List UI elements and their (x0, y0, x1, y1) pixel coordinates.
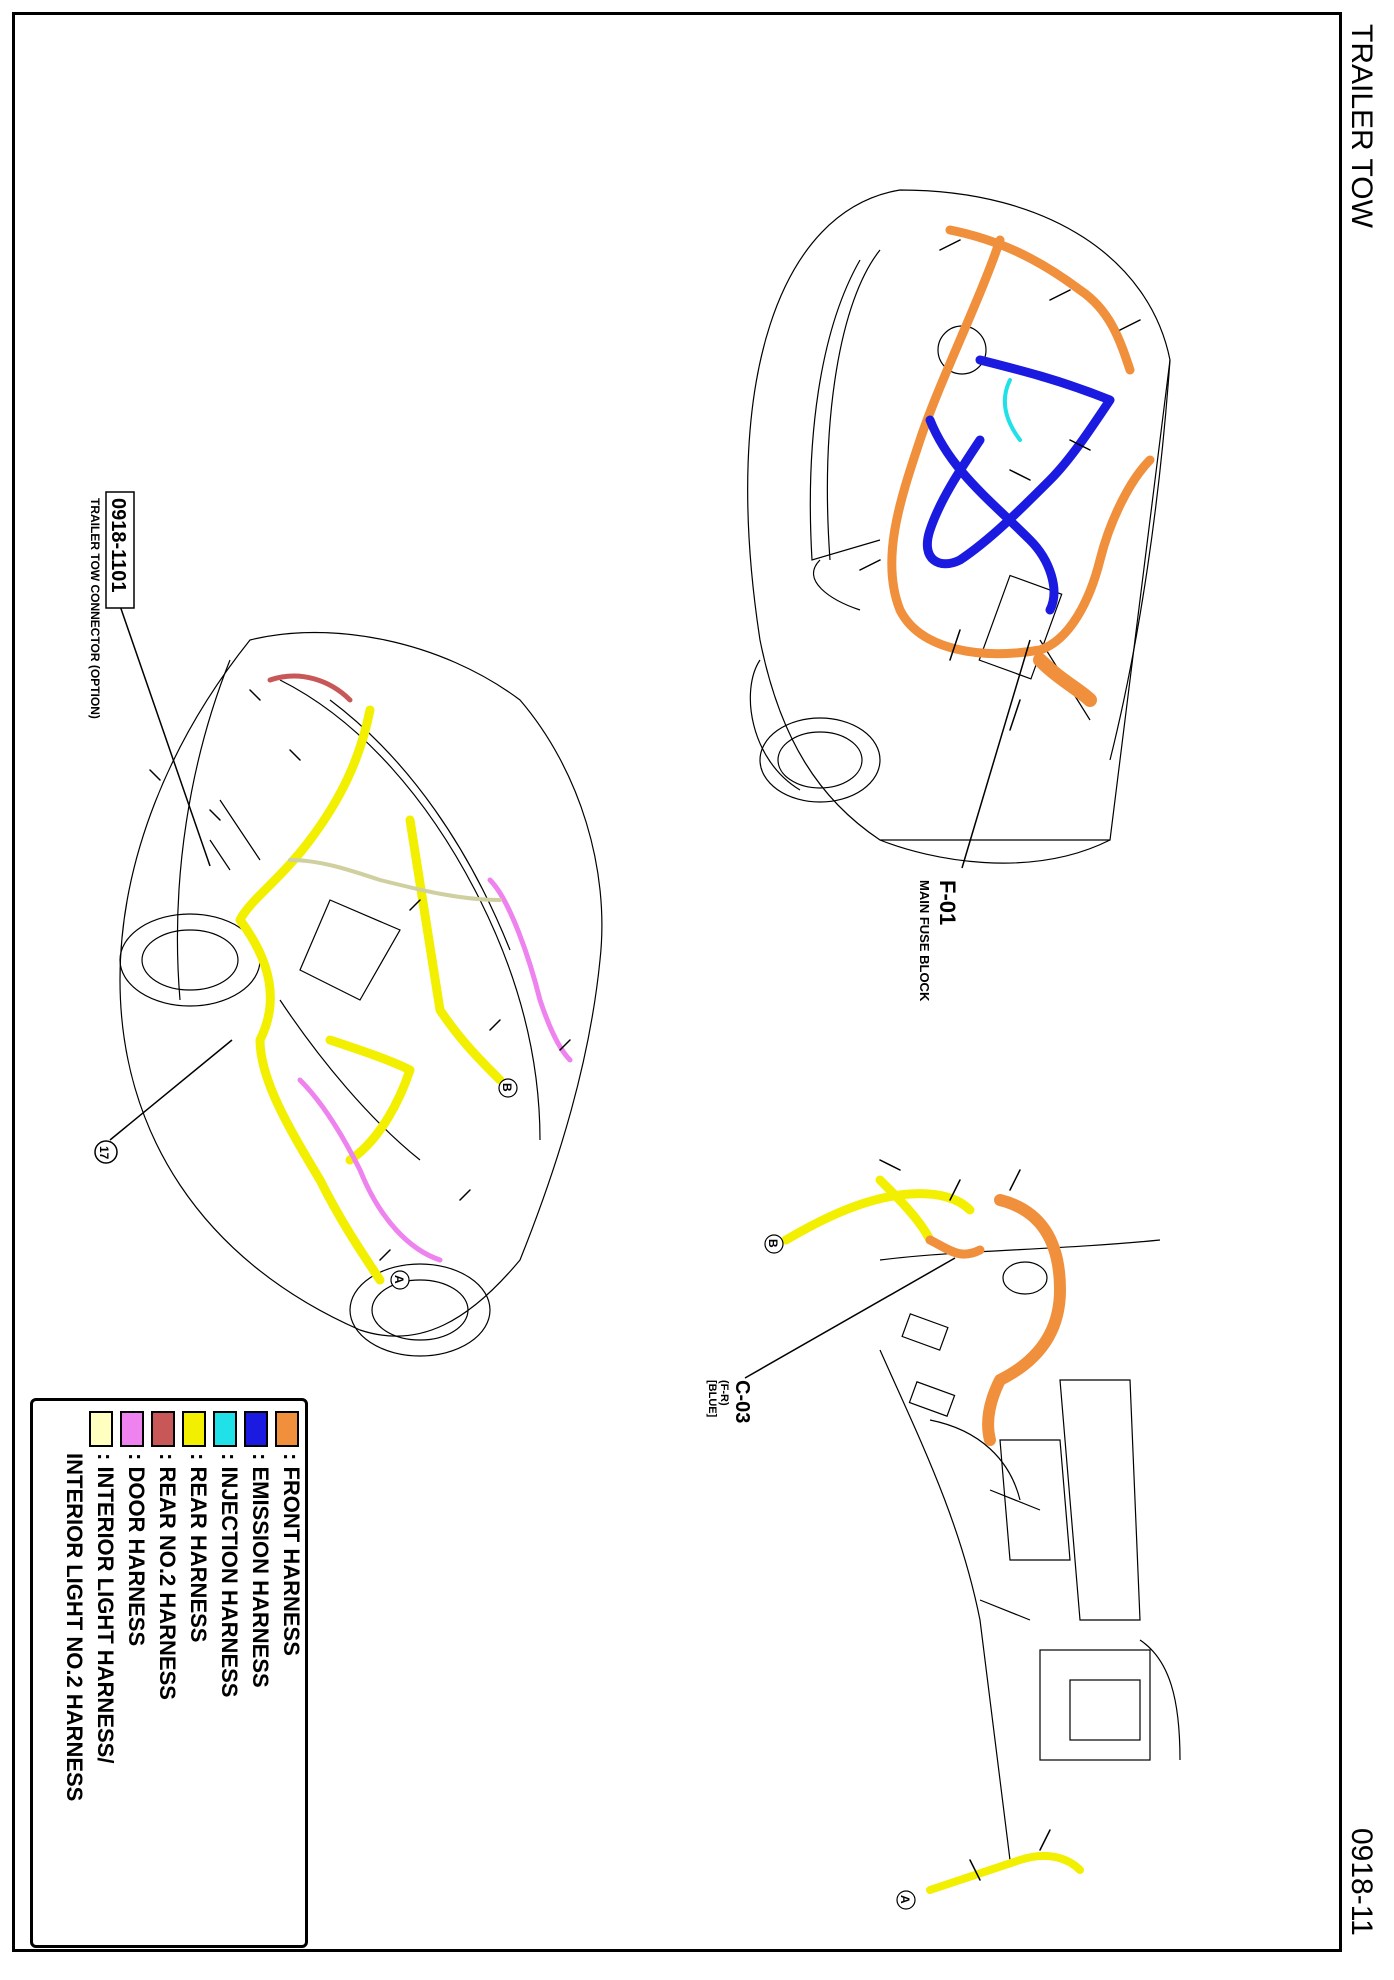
front-harness-run (930, 1240, 980, 1254)
connector-pigtails (880, 1160, 1050, 1880)
main-fuse-block-label: MAIN FUSE BLOCK (917, 880, 932, 1002)
legend-swatch-spacer (58, 1411, 82, 1447)
dashboard-harnesses (786, 1160, 1080, 1890)
front-harness-run (1040, 660, 1090, 700)
legend-label: : DOOR HARNESS (124, 1453, 149, 1647)
trailer-tow-connector-code: 0918-1101 (107, 498, 129, 593)
legend-row-rear (177, 1411, 211, 1801)
legend-row-rear-no2 (146, 1411, 180, 1801)
legend-label: : INJECTION HARNESS (217, 1453, 242, 1698)
marker-a-letter: A (898, 1895, 912, 1904)
trailer-tow-connector-label: TRAILER TOW CONNECTOR (OPTION) (88, 498, 102, 719)
legend-row-front (270, 1411, 304, 1801)
c03-line2: [BLUE] (706, 1380, 718, 1418)
c03-connector-leader (745, 1258, 955, 1378)
legend-swatch (120, 1411, 144, 1447)
legend-swatch (244, 1411, 268, 1447)
legend-list (53, 1411, 304, 1802)
injection-harness-run (1005, 380, 1020, 440)
emission-harness-run (930, 420, 1054, 610)
legend-row-continuation (53, 1411, 87, 1802)
front-harness-run (988, 1200, 1060, 1440)
marker-b-letter: B (766, 1239, 780, 1248)
legend-swatch (182, 1411, 206, 1447)
door-harness-run (300, 1080, 440, 1260)
marker-a-letter: A (392, 1275, 406, 1284)
legend-label: : INTERIOR LIGHT HARNESS/ (93, 1453, 118, 1764)
legend-row-emission (239, 1411, 273, 1801)
rear-harness-run (880, 1180, 930, 1240)
door-harness-run (490, 880, 570, 1060)
legend-swatch (89, 1411, 113, 1447)
legend-row-door (115, 1411, 149, 1801)
main-fuse-block-leader (962, 640, 1030, 868)
c03-code: C-03 (731, 1380, 753, 1424)
engine-bay-harnesses (860, 230, 1150, 730)
marker-b-letter: B (500, 1083, 514, 1092)
ground-point-leader (110, 1040, 232, 1140)
rear-harness-run (930, 1856, 1080, 1890)
c03-line1: (F-R) (718, 1380, 730, 1406)
rear-harness-run (240, 710, 380, 1280)
legend-label: : REAR NO.2 HARNESS (155, 1453, 180, 1700)
legend-swatch (213, 1411, 237, 1447)
rear-harness-run (330, 1040, 410, 1160)
main-fuse-block-code: F-01 (935, 880, 960, 926)
vehicle-harnesses (150, 676, 570, 1280)
legend-swatch (275, 1411, 299, 1447)
dashboard-detail-view (880, 1240, 1180, 1860)
page-number: 0918-11 (1345, 1828, 1378, 1936)
legend-swatch (151, 1411, 175, 1447)
legend-row-injection (208, 1411, 242, 1801)
rear-harness-run (786, 1194, 970, 1240)
trailer-tow-connector-leader (118, 600, 210, 866)
legend-continuation-label: INTERIOR LIGHT NO.2 HARNESS (62, 1453, 87, 1802)
page-title: TRAILER TOW (1345, 24, 1378, 228)
front-harness-run (892, 240, 1150, 654)
harness-color-legend (30, 1398, 308, 1948)
ground-point-number: 17 (97, 1146, 111, 1160)
legend-label: : FRONT HARNESS (279, 1453, 304, 1656)
interior-light-harness-run (290, 860, 500, 900)
legend-label: : REAR HARNESS (186, 1453, 211, 1643)
rear-harness-run (410, 820, 500, 1080)
legend-label: : EMISSION HARNESS (248, 1453, 273, 1688)
legend-row-interior-light (84, 1411, 118, 1801)
